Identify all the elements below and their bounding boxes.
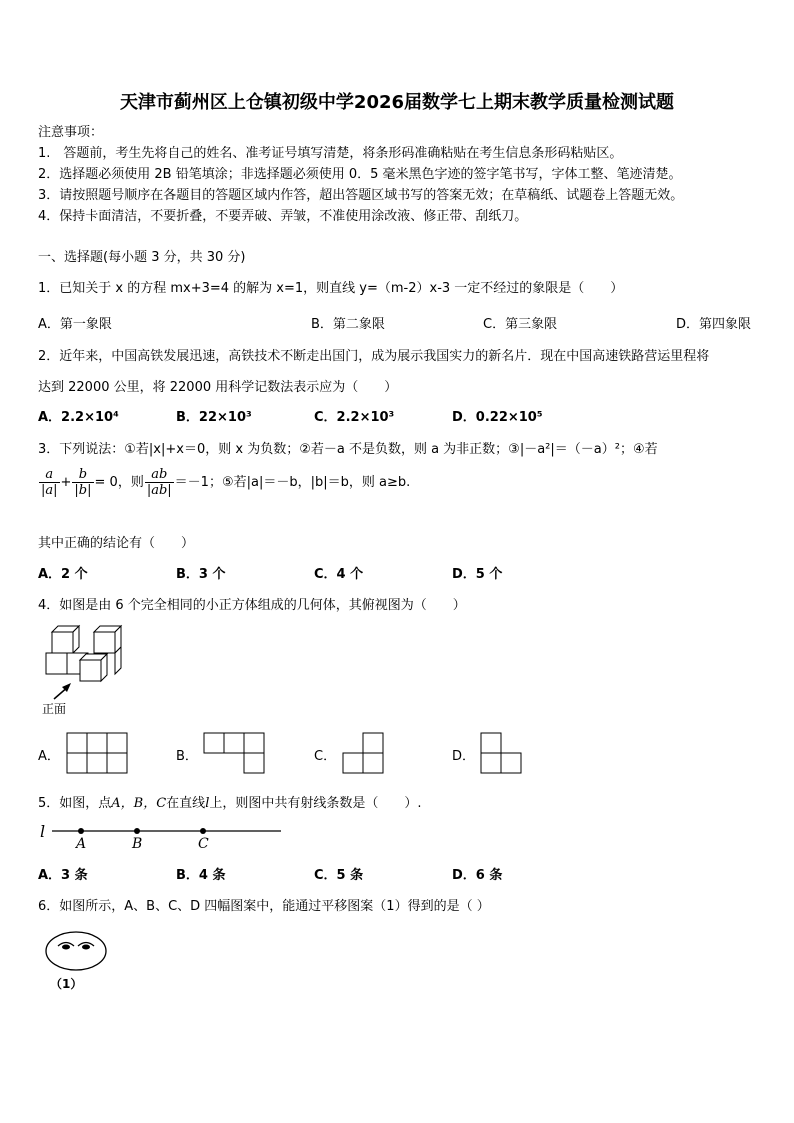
q3-option-b: B．3 个 [176,567,226,582]
question-6-text: 6．如图所示，A、B、C、D 四幅图案中，能通过平移图案（1）得到的是（ ） [38,899,490,914]
front-view-label: 正面 [42,702,67,716]
q4-option-a-label: A． [38,749,60,764]
q4-solid-figure [40,623,130,703]
q3-option-a: A．2 个 [38,567,88,582]
question-2-line-2: 达到 22000 公里，将 22000 用科学记数法表示应为（ ） [38,380,398,395]
q5-option-a: A．3 条 [38,868,88,883]
question-3-line-1: 3．下列说法：①若|x|+x＝0，则 x 为负数；②若－a 不是负数，则 a 为非正数；③|－a²|＝（－a）²；④若 [38,442,658,457]
point-label-b: B [132,836,143,852]
q4-option-d-figure [480,732,522,774]
notice-item-3: 3．请按照题号顺序在各题目的答题区域内作答，超出答题区域书写的答案无效；在草稿纸、试题卷上答题无效。 [38,188,684,203]
q2-option-a: A．2.2×10⁴ [38,410,119,425]
notice-item-4: 4．保持卡面清洁，不要折叠，不要弄破、弄皱，不准使用涂改液、修正带、刮纸刀。 [38,209,528,224]
question-3-line-3: 其中正确的结论有（ ） [38,536,195,551]
point-label-c: C [198,836,209,852]
q2-option-c: C．2.2×10³ [314,410,395,425]
q5-option-b: B．4 条 [176,868,226,883]
fraction-ab-over-abs-ab: $\frac{ab}{|ab|}$ [146,467,172,498]
q1-option-c: C．第三象限 [483,317,558,332]
point-label-a: A [76,836,87,852]
q2-option-d: D．0.22×10⁵ [452,410,543,425]
q5-option-c: C．5 条 [314,868,364,883]
fraction-a-over-abs-a: $\frac{a}{|a|}$ [41,467,58,498]
question-5-text: 5．如图，点A，B，C在直线l上，则图中共有射线条数是（ ）. [38,796,422,811]
q3-option-d: D．5 个 [452,567,503,582]
q1-option-d: D．第四象限 [676,317,752,332]
q4-option-a-figure [66,732,128,774]
notice-heading: 注意事项： [38,125,104,140]
q2-option-b: B．22×10³ [176,410,252,425]
notice-item-2: 2．选择题必须使用 2B 铅笔填涂；非选择题必须使用 0．5 毫米黑色字迹的签字笔书写，字体工整、笔迹清楚。 [38,167,682,182]
line-label-l: l [40,822,46,841]
notice-item-1: 1. 答题前，考生先将自己的姓名、准考证号填写清楚，将条形码准确粘贴在考生信息条形码粘贴区。 [38,146,623,161]
q5-option-d: D．6 条 [452,868,503,883]
q6-face-figure [44,929,114,974]
q4-option-c-label: C． [314,749,337,764]
question-3-math-row: $\frac{a}{|a|}$ + $\frac{b}{|b|}$ = 0，则 $\frac{ab}{|ab|}$ ＝－1；⑤若|a|＝－b，|b|＝b，则 a≥b. [41,467,411,498]
question-1-text: 1．已知关于 x 的方程 mx+3=4 的解为 x=1，则直线 y=（m-2）x-3 一定不经过的象限是（ ） [38,281,624,296]
question-4-text: 4．如图是由 6 个完全相同的小正方体组成的几何体，其俯视图为（ ） [38,598,466,613]
question-2-line-1: 2．近年来，中国高铁发展迅速，高铁技术不断走出国门，成为展示我国实力的新名片．现在中国高速铁路营运里程将 [38,349,710,364]
page-title: 天津市蓟州区上仓镇初级中学2026届数学七上期末教学质量检测试题 [119,92,675,113]
q4-option-c-figure [342,732,384,774]
q1-option-a: A．第一象限 [38,317,112,332]
section-heading: 一、选择题(每小题 3 分，共 30 分) [38,250,246,265]
figure-1-label: （1） [50,977,83,991]
fraction-b-over-abs-b: $\frac{b}{|b|}$ [74,467,92,498]
q4-option-b-figure [203,732,265,774]
q4-option-d-label: D． [452,749,476,764]
q4-option-b-label: B． [176,749,198,764]
q1-option-b: B．第二象限 [311,317,385,332]
q3-option-c: C．4 个 [314,567,364,582]
